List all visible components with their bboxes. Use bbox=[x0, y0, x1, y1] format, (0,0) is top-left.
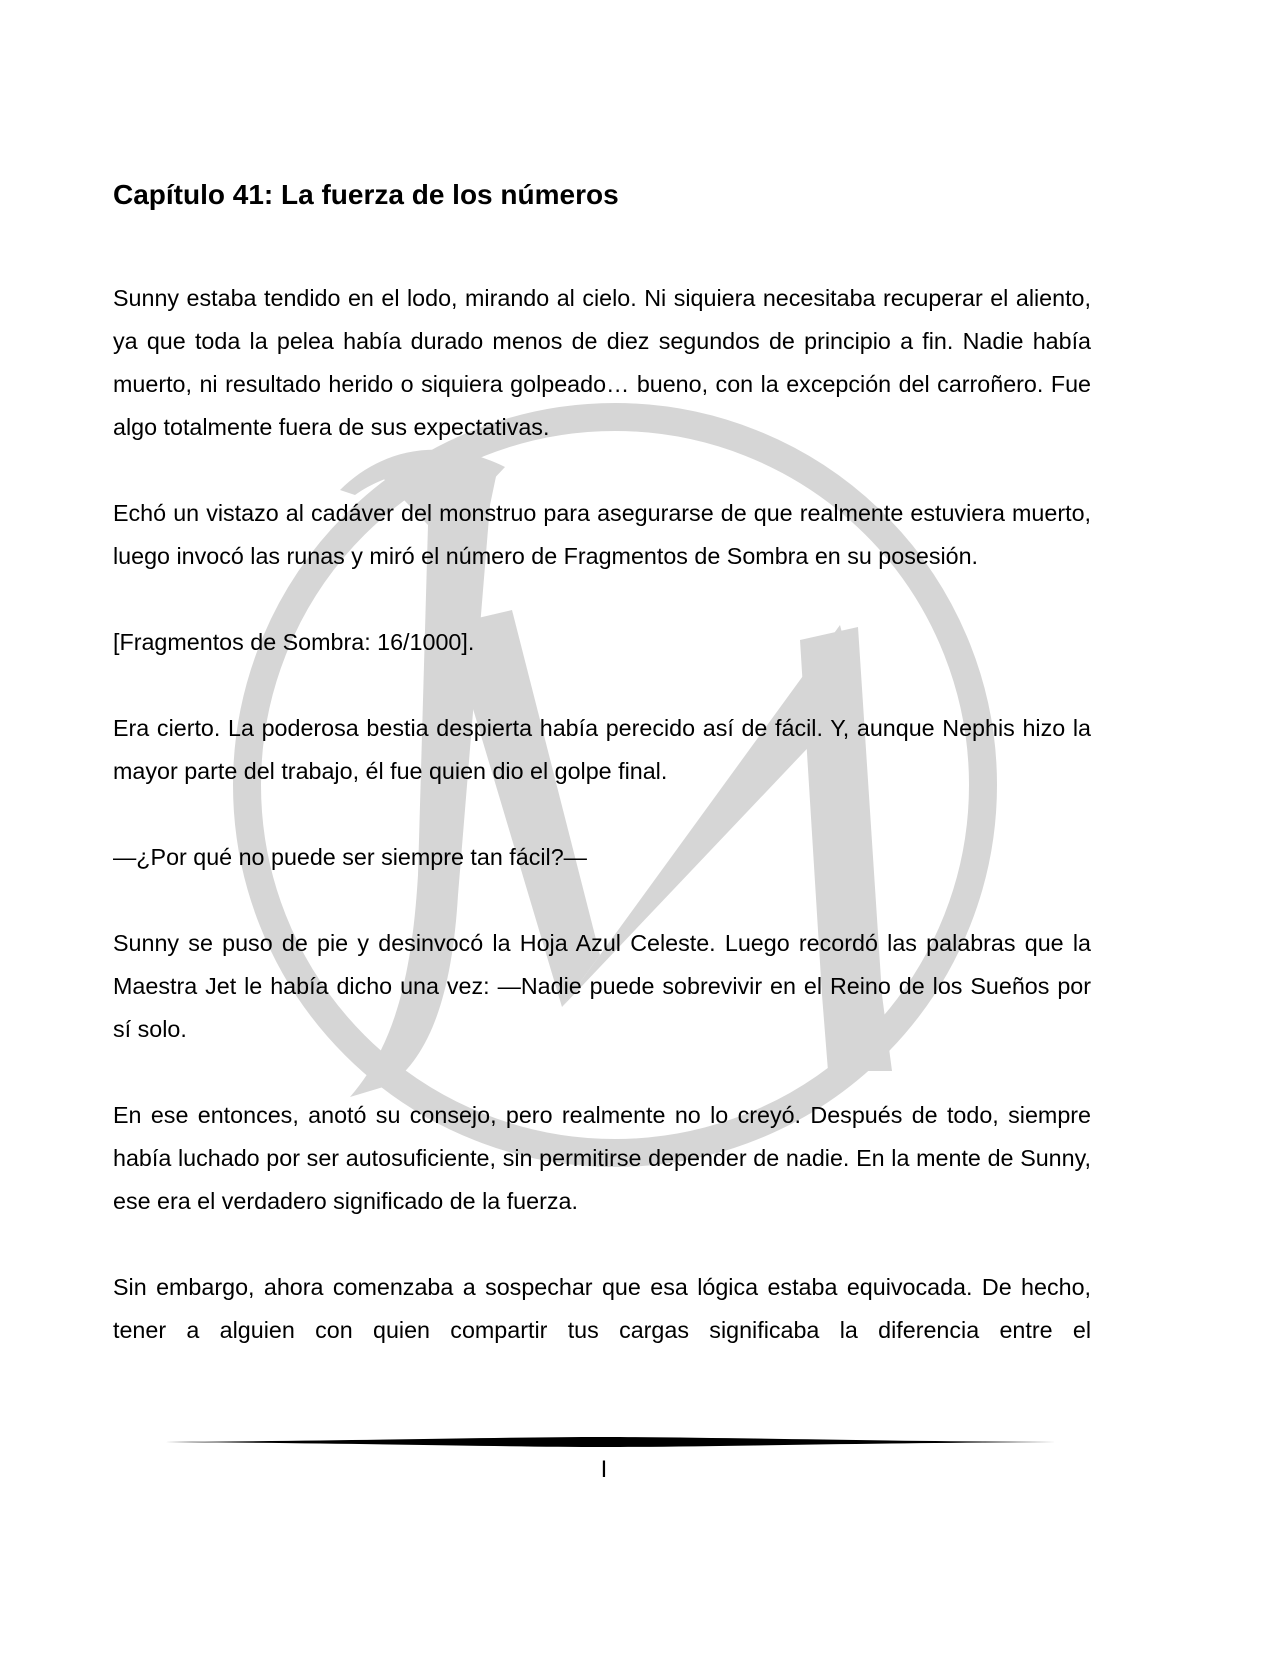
chapter-body bbox=[113, 277, 1091, 1352]
paragraph-5: —¿Por qué no puede ser siempre tan fácil?— bbox=[113, 844, 587, 870]
paragraph-8: Sin embargo, ahora comenzaba a sospechar que esa lógica estaba equivocada. De hecho, tener a alguien con quien compartir tus cargas significaba la diferencia entre el bbox=[113, 1274, 1091, 1343]
footer-divider bbox=[152, 1437, 1056, 1447]
paragraph-2: Echó un vistazo al cadáver del monstruo para asegurarse de que realmente estuviera muerto, luego invocó las runas y miró el número de Fragmentos de Sombra en su posesión. bbox=[113, 500, 1091, 569]
chapter-title: Capítulo 41: La fuerza de los números bbox=[113, 179, 619, 210]
page-number: I bbox=[600, 1456, 608, 1483]
paragraph-4: Era cierto. La poderosa bestia despierta había perecido así de fácil. Y, aunque Nephis hizo la mayor parte del trabajo, él fue quien dio el golpe final. bbox=[113, 715, 1091, 784]
paragraph-1: Sunny estaba tendido en el lodo, mirando al cielo. Ni siquiera necesitaba recuperar el aliento, ya que toda la pelea había durado menos de diez segundos de principio a fin. Nadie había muerto, ni resultado herido o siquiera golpeado… bueno, con la excepción del carroñero. Fue algo totalmente fuera de sus expectativas. bbox=[113, 285, 1091, 440]
paragraph-7: En ese entonces, anotó su consejo, pero realmente no lo creyó. Después de todo, siempre había luchado por ser autosuficiente, sin permitirse depender de nadie. En la mente de Sunny, ese era el verdadero significado de la fuerza. bbox=[113, 1102, 1091, 1214]
paragraph-3: [Fragmentos de Sombra: 16/1000]. bbox=[113, 629, 475, 655]
paragraph-6: Sunny se puso de pie y desinvocó la Hoja Azul Celeste. Luego recordó las palabras que la Maestra Jet le había dicho una vez: —Nadie puede sobrevivir en el Reino de los Sueños por sí solo. bbox=[113, 930, 1091, 1042]
